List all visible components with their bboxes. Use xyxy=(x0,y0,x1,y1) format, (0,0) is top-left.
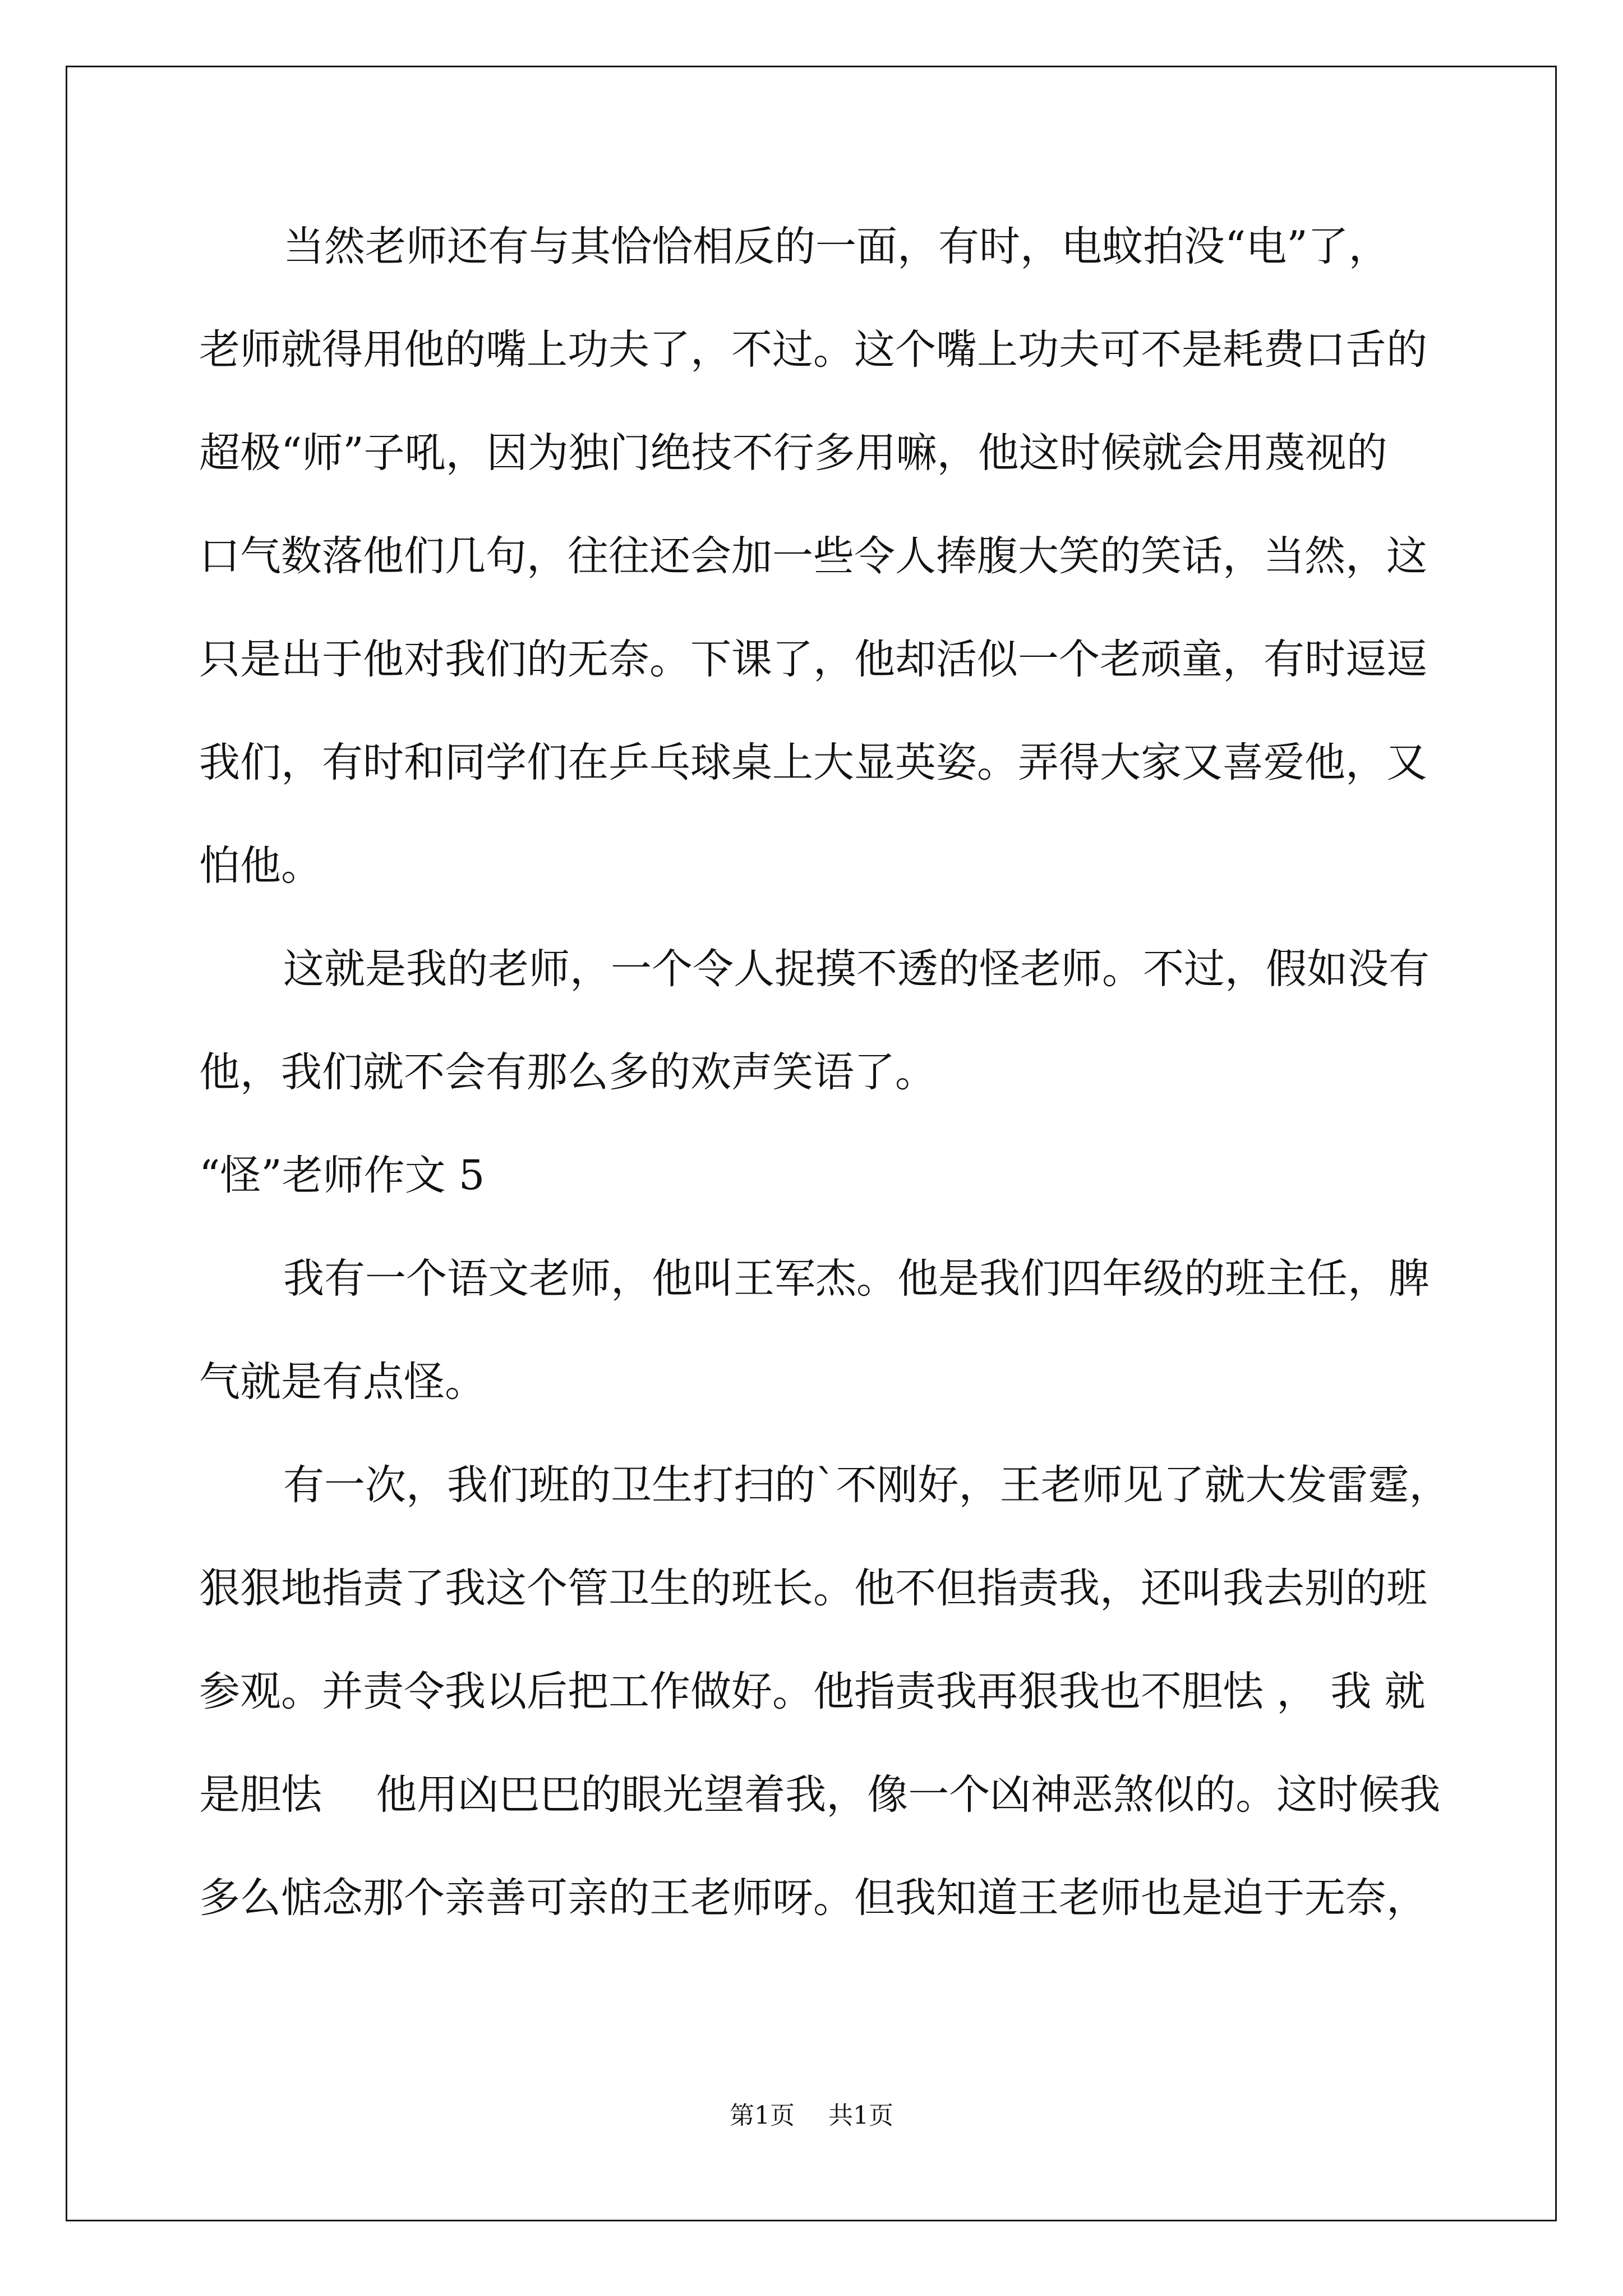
text-line-3: 超极“师”子吼，因为独门绝技不行多用嘛，他这时候就会用蔑视的 xyxy=(199,429,1387,477)
text-line-15: 参观。并责令我以后把工作做好。他指责我再狠我也不胆怯 ， 我 就 xyxy=(199,1668,1426,1715)
page-footer xyxy=(0,2095,1623,2131)
text-line-9: 他，我们就不会有那么多的欢声笑语了。 xyxy=(199,1048,936,1096)
section-heading: “怪”老师作文 5 xyxy=(199,1152,485,1199)
text-line-5: 只是出于他对我们的无奈。下课了，他却活似一个老顽童，有时逗逗 xyxy=(199,636,1427,683)
text-line-7: 怕他。 xyxy=(199,842,322,890)
text-line-8: 这就是我的老师，一个令人捉摸不透的怪老师。不过，假如没有 xyxy=(283,945,1430,993)
text-line-16: 是胆怯 他用凶巴巴的眼光望着我，像一个凶神恶煞似的。这时候我 xyxy=(199,1771,1441,1819)
text-line-4: 口气数落他们几句，往往还会加一些令人捧腹大笑的笑话，当然，这 xyxy=(199,532,1427,580)
page-total: 共1页 xyxy=(828,2101,893,2130)
text-line-14: 狠狠地指责了我这个管卫生的班长。他不但指责我，还叫我去别的班 xyxy=(199,1565,1427,1612)
text-line-6: 我们，有时和同学们在乒乓球桌上大显英姿。弄得大家又喜爱他，又 xyxy=(199,739,1427,786)
text-line-2: 老师就得用他的嘴上功夫了，不过。这个嘴上功夫可不是耗费口舌的 xyxy=(199,326,1427,374)
text-line-17: 多么惦念那个亲善可亲的王老师呀。但我知道王老师也是迫于无奈， xyxy=(199,1874,1427,1922)
text-line-11: 我有一个语文老师，他叫王军杰。他是我们四年级的班主任，脾 xyxy=(283,1255,1430,1303)
text-line-12: 气就是有点怪。 xyxy=(199,1358,486,1406)
text-line-13: 有一次，我们班的卫生打扫的`不刚好，王老师见了就大发雷霆， xyxy=(283,1461,1450,1509)
text-line-1: 当然老师还有与其恰恰相反的一面，有时，电蚊拍没“电”了， xyxy=(283,223,1390,270)
page-number: 第1页 xyxy=(730,2101,795,2130)
